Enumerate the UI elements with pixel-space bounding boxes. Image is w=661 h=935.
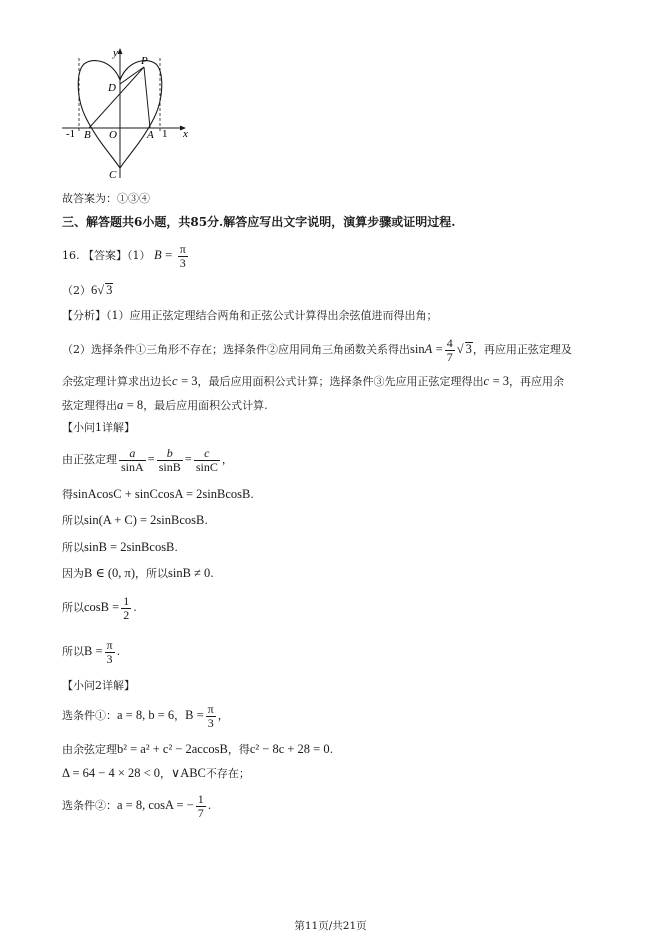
sub1-l6-pre: 所以 <box>62 601 84 614</box>
sub1-l2-expr: sinAcosC + sinCcosA = 2sinBcosB <box>73 487 251 501</box>
part1-fraction <box>178 243 188 270</box>
sub1-l1-pre: 由正弦定理 <box>62 453 117 466</box>
sqrt-sign: √ <box>456 342 464 356</box>
sub2-c2-post: . <box>207 799 212 812</box>
analysis-eq3: = 3 <box>181 374 198 388</box>
y-axis-arrow <box>118 48 123 54</box>
sub1-l7-pre: 所以 <box>62 645 84 658</box>
analysis-text1: （1）应用正弦定理结合两角和正弦公式计算得出余弦值进而得出角； <box>106 309 438 322</box>
sub2-law-pre: 由余弦定理 <box>62 743 117 756</box>
cos-den: 2 <box>123 607 130 622</box>
tick-label-one: 1 <box>162 128 168 140</box>
analysis-radicand: 3 <box>465 342 472 356</box>
sub1-line2 <box>62 487 254 502</box>
sub1-l4-post: . <box>174 541 178 554</box>
sub1-l6-post: . <box>133 601 137 614</box>
analysis-text2a: （2）选择条件①三角形不存在；选择条件②应用同角三角函数关系得出 <box>62 343 410 356</box>
sub2-c1-expr: a = 8, b = 6 <box>117 708 175 722</box>
sub2-c1-post: ， <box>217 709 229 722</box>
q16-answer-line <box>62 240 190 271</box>
sub2-cond1-line <box>62 700 229 731</box>
analysis-text4a: 弦定理得出 <box>62 399 117 412</box>
analysis-eq: = <box>435 342 443 356</box>
part1-label: （1） <box>127 249 151 262</box>
y-axis-label: y <box>113 47 118 59</box>
analysis-den: 7 <box>446 349 453 364</box>
sub2-law-expr: b² = a² + c² − 2accosB <box>117 742 228 756</box>
analysis-line3 <box>62 374 564 389</box>
cond1-fraction <box>206 703 216 730</box>
sub1-l5-expr2: sinB ≠ 0 <box>167 566 211 580</box>
answer-line: 故答案为：①③④ <box>62 192 150 205</box>
frac-b-num: b <box>157 447 183 461</box>
sub2-heading: 【小问2详解】 <box>62 679 135 692</box>
sub2-disc-post: 不存在； <box>205 767 250 780</box>
point-label-P: P <box>141 55 148 67</box>
sine-fraction-c <box>194 447 220 474</box>
point-label-O: O <box>109 129 117 141</box>
part1-den: 3 <box>179 255 186 270</box>
analysis-eq4: = 8 <box>126 398 144 412</box>
analysis-text3a: 余弦定理计算求出边长 <box>62 375 172 388</box>
cond1-num: π <box>207 701 214 716</box>
part1-lhs: B <box>154 248 162 262</box>
cond1-den: 3 <box>207 715 214 730</box>
angle-num: π <box>106 637 113 652</box>
page-footer: 第11页/共21页 <box>294 920 367 932</box>
sqrt-sign: √ <box>97 283 105 297</box>
segment-BP <box>89 67 144 128</box>
angle-den: 3 <box>106 651 113 666</box>
analysis-line1 <box>62 309 438 323</box>
analysis-text3b: ，最后应用面积公式计算；选择条件③先应用正弦定理得出 <box>197 375 484 388</box>
segment-AP <box>144 67 150 128</box>
analysis-a: a <box>117 398 124 412</box>
sub1-l3-pre: 所以 <box>62 514 84 527</box>
sub1-line6 <box>62 592 137 623</box>
part1-eq: = <box>165 248 173 262</box>
analysis-fraction <box>445 337 455 364</box>
analysis-line2 <box>62 334 572 365</box>
sub1-l2-post: . <box>250 488 254 501</box>
sine-fraction-b <box>157 447 183 474</box>
sub2-cond2-line <box>62 790 211 821</box>
cos-num: 1 <box>123 593 130 608</box>
sub2-law-line <box>62 742 333 757</box>
sub2-law-mid: ，得 <box>227 743 250 756</box>
point-label-D: D <box>108 82 116 94</box>
sub1-l6-lhs: cosB = <box>84 600 120 614</box>
sine-fraction-a <box>119 447 146 474</box>
frac-c-num: c <box>194 447 220 461</box>
analysis-num: 4 <box>446 335 453 350</box>
sub1-l4-pre: 所以 <box>62 541 84 554</box>
frac-b-den: sinB <box>158 459 181 474</box>
sub2-law-post: . <box>329 743 334 756</box>
analysis-tag: 【分析】 <box>62 309 106 322</box>
cond2-num: 1 <box>197 791 204 806</box>
q16-number: 16. <box>62 249 80 262</box>
sub2-disc-line <box>62 766 250 781</box>
sub1-l4-expr: sinB = 2sinBcosB <box>84 540 175 554</box>
cos-fraction <box>121 595 131 622</box>
heart-graph <box>0 0 661 200</box>
analysis-line4 <box>62 398 268 413</box>
frac-a-den: sinA <box>121 459 144 474</box>
sub1-line4 <box>62 540 178 555</box>
analysis-text2b: ，再应用正弦定理及 <box>472 343 572 356</box>
sub1-line3 <box>62 513 208 528</box>
sub2-disc-expr: Δ = 64 − 4 × 28 < 0 <box>62 766 161 780</box>
q16-part2-line <box>62 283 113 298</box>
sub2-disc-tri: ∨ABC <box>171 766 206 780</box>
sub1-l3-post: . <box>204 514 208 527</box>
analysis-c: c <box>172 374 178 388</box>
analysis-c2: c <box>483 374 490 388</box>
part1-num: π <box>179 241 186 256</box>
sub1-l7-lhs: B = <box>84 644 103 658</box>
point-label-A: A <box>147 129 154 141</box>
sub2-disc-mid: ， <box>160 767 172 780</box>
sub1-line1: 由正弦定理 $\frac{a}{\sin A}$ = $\frac{b}{\sin B}$ = $\frac{c}{\sin C}$ ， <box>62 445 233 474</box>
sub2-c1-mid: ， <box>174 709 186 722</box>
sub2-c2-expr: a = 8, cosA = − <box>117 798 194 812</box>
frac-a-num: a <box>119 447 146 461</box>
frac-c-den: sinC <box>195 459 218 474</box>
sub1-l7-post: . <box>116 645 121 658</box>
point-label-B: B <box>84 129 91 141</box>
analysis-text3d: ，再应用余 <box>509 375 564 388</box>
part2-radicand: 3 <box>106 283 113 297</box>
part2-label: （2） <box>62 284 91 297</box>
sub1-l1-post: ， <box>221 453 233 466</box>
segment-DP <box>120 67 144 84</box>
x-axis-label: x <box>183 128 188 140</box>
analysis-sin: sin <box>410 342 425 356</box>
sub1-line5 <box>62 566 214 581</box>
sub1-l5-expr: B ∈ (0, π) <box>84 566 135 580</box>
sub1-l5-pre: 因为 <box>62 567 84 580</box>
answer-tag: 【答案】 <box>83 249 127 262</box>
sub2-c1-lhs: B = <box>185 708 204 722</box>
angle-fraction <box>105 639 115 666</box>
sub1-l5-mid: ，所以 <box>134 567 168 580</box>
tick-label-neg-one: -1 <box>66 128 76 140</box>
cond2-fraction <box>196 793 206 820</box>
analysis-eq3b: = 3 <box>492 374 509 388</box>
sub1-l2-pre: 得 <box>62 488 73 501</box>
sub1-line7 <box>62 636 120 667</box>
point-label-C: C <box>109 169 117 181</box>
analysis-text4b: ，最后应用面积公式计算. <box>143 399 268 412</box>
analysis-A: A <box>424 342 433 356</box>
sub1-l5-post: . <box>210 567 214 580</box>
sub1-l3-expr: sin(A + C) = 2sinBcosB <box>84 513 205 527</box>
section-heading: 三、解答题共6小题，共85分.解答应写出文字说明，演算步骤或证明过程. <box>62 215 456 229</box>
sub1-heading: 【小问1详解】 <box>62 421 135 434</box>
cond2-den: 7 <box>197 805 204 820</box>
sub2-law-expr2: c² − 8c + 28 = 0 <box>249 742 330 756</box>
sub2-c1-pre: 选条件①： <box>62 709 117 722</box>
sub2-c2-pre: 选条件②： <box>62 799 117 812</box>
part2-coef: 6 <box>91 283 98 297</box>
